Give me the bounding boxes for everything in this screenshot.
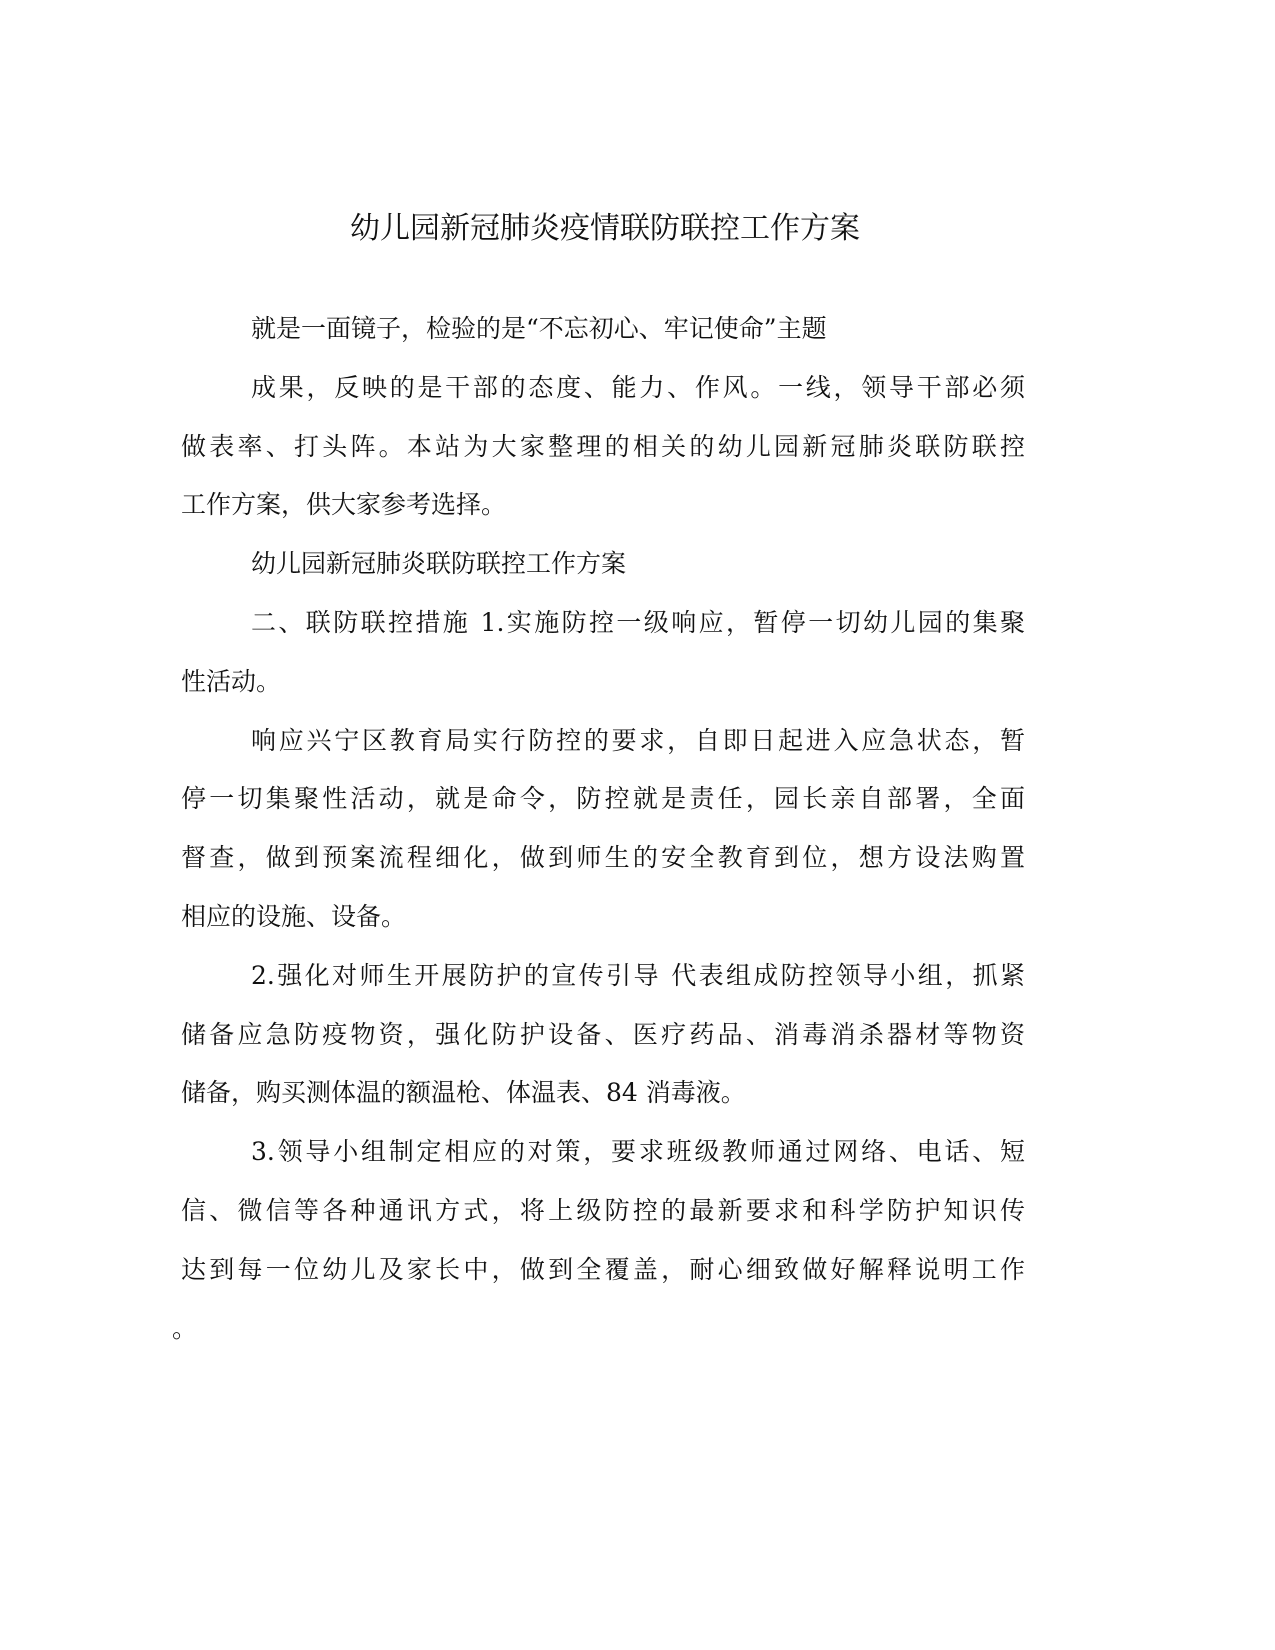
text-line: 相应的设施、设备。 bbox=[181, 902, 407, 931]
text-line: 储备应急防疫物资，强化防护设备、医疗药品、消毒消杀器材等物资 bbox=[181, 1019, 1025, 1049]
text-line: 。 bbox=[172, 1313, 198, 1343]
text-line: 工作方案，供大家参考选择。 bbox=[181, 490, 507, 520]
document-title: 幼儿园新冠肺炎疫情联防联控工作方案 bbox=[350, 211, 860, 246]
text-line: 二、联防联控措施 1.实施防控一级响应，暂停一切幼儿园的集聚 bbox=[251, 608, 1025, 637]
text-line: 达到每一位幼儿及家长中，做到全覆盖，耐心细致做好解释说明工作 bbox=[181, 1254, 1025, 1284]
text-line: 性活动。 bbox=[181, 666, 282, 696]
text-line: 停一切集聚性活动，就是命令，防控就是责任，园长亲自部署，全面 bbox=[181, 784, 1025, 814]
text-line: 信、微信等各种通讯方式，将上级防控的最新要求和科学防护知识传 bbox=[181, 1196, 1025, 1225]
text-line: 就是一面镜子，检验的是“不忘初心、牢记使命”主题 bbox=[251, 314, 827, 343]
text-line: 2.强化对师生开展防护的宣传引导 代表组成防控领导小组，抓紧 bbox=[251, 960, 1025, 990]
text-line: 成果，反映的是干部的态度、能力、作风。一线，领导干部必须 bbox=[251, 372, 1025, 402]
text-line: 幼儿园新冠肺炎联防联控工作方案 bbox=[251, 549, 627, 579]
text-line: 储备，购买测体温的额温枪、体温表、84 消毒液。 bbox=[181, 1078, 746, 1108]
text-line: 3.领导小组制定相应的对策，要求班级教师通过网络、电话、短 bbox=[251, 1137, 1025, 1167]
text-line: 响应兴宁区教育局实行防控的要求，自即日起进入应急状态，暂 bbox=[251, 725, 1025, 755]
text-line: 督查，做到预案流程细化，做到师生的安全教育到位，想方设法购置 bbox=[181, 843, 1025, 873]
text-line: 做表率、打头阵。本站为大家整理的相关的幼儿园新冠肺炎联防联控 bbox=[181, 431, 1025, 461]
